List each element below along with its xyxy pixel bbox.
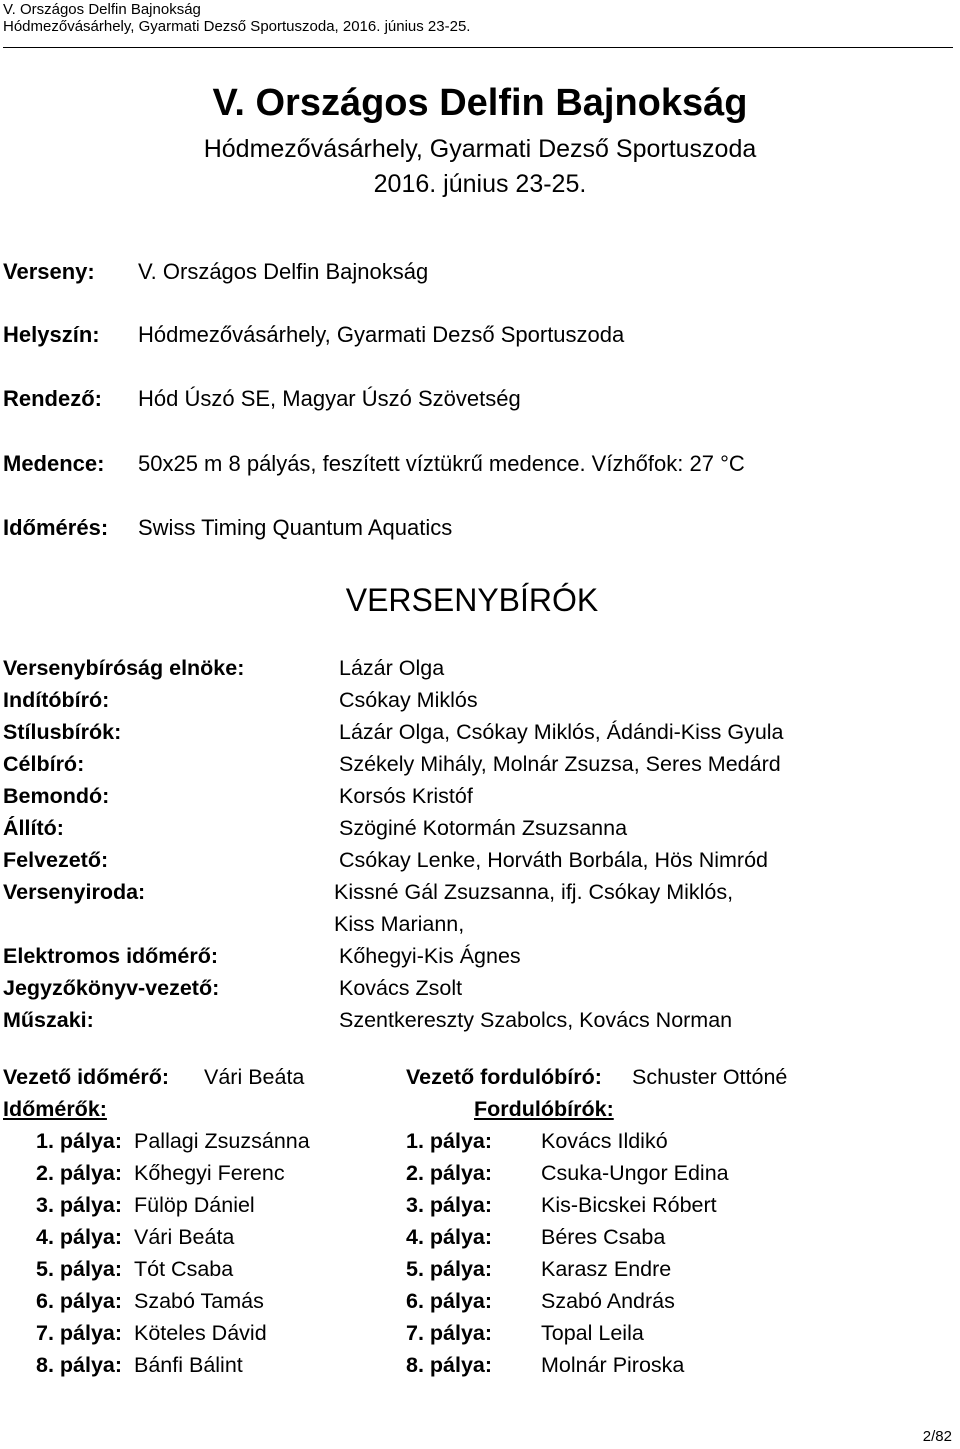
running-header-title: V. Országos Delfin Bajnokság	[3, 1, 201, 18]
timekeeper-name: Kőhegyi Ferenc	[134, 1161, 285, 1185]
turn-judge-lane: 7. pálya:	[406, 1321, 493, 1345]
info-label-timing: Időmérés:	[3, 515, 109, 540]
turn-judge-lane: 2. pálya:	[406, 1161, 493, 1185]
timekeeper-lane: 4. pálya:	[36, 1225, 123, 1249]
section-title-officials: VERSENYBÍRÓK	[345, 582, 599, 618]
lead-timekeeper-label: Vezető időmérő:	[3, 1065, 170, 1089]
official-value: Csókay Lenke, Horváth Borbála, Hös Nimród	[339, 848, 768, 872]
timekeeper-name: Pallagi Zsuzsánna	[134, 1129, 310, 1153]
official-label: Versenyiroda:	[3, 880, 146, 904]
timekeeper-lane: 8. pálya:	[36, 1353, 123, 1377]
official-label: Versenybíróság elnöke:	[3, 656, 245, 680]
lead-timekeeper-name: Vári Beáta	[204, 1065, 305, 1089]
official-value: Székely Mihály, Molnár Zsuzsa, Seres Medárd	[339, 752, 781, 776]
info-value-organizer: Hód Úszó SE, Magyar Úszó Szövetség	[138, 386, 521, 411]
turn-judge-lane: 4. pálya:	[406, 1225, 493, 1249]
turn-judge-lane: 8. pálya:	[406, 1353, 493, 1377]
lead-turn-judge-label: Vezető fordulóbíró:	[406, 1065, 602, 1089]
info-value-pool: 50x25 m 8 pályás, feszített víztükrű medence. Vízhőfok: 27 °C	[138, 451, 745, 476]
turn-judge-name: Kovács Ildikó	[541, 1129, 668, 1153]
timekeeper-name: Vári Beáta	[134, 1225, 235, 1249]
page-number: 2/82	[922, 1428, 952, 1445]
official-label: Jegyzőkönyv-vezető:	[3, 976, 220, 1000]
turn-judge-name: Csuka-Ungor Edina	[541, 1161, 729, 1185]
timekeeper-lane: 1. pálya:	[36, 1129, 123, 1153]
lead-turn-judge-name: Schuster Ottóné	[632, 1065, 788, 1089]
turn-judge-lane: 5. pálya:	[406, 1257, 493, 1281]
official-label: Indítóbíró:	[3, 688, 110, 712]
official-value: Lázár Olga	[339, 656, 445, 680]
timekeeper-name: Tót Csaba	[134, 1257, 234, 1281]
timekeeper-lane: 3. pálya:	[36, 1193, 123, 1217]
official-value: Csókay Miklós	[339, 688, 478, 712]
turn-judge-name: Béres Csaba	[541, 1225, 666, 1249]
info-value-competition: V. Országos Delfin Bajnokság	[138, 259, 429, 284]
timekeepers-heading: Időmérők:	[3, 1097, 107, 1121]
official-value: Szentkereszty Szabolcs, Kovács Norman	[339, 1008, 733, 1032]
info-label-venue: Helyszín:	[3, 322, 100, 347]
date-subtitle: 2016. június 23-25.	[373, 170, 587, 198]
timekeeper-lane: 2. pálya:	[36, 1161, 123, 1185]
official-value: Szöginé Kotormán Zsuzsanna	[339, 816, 628, 840]
official-label: Stílusbírók:	[3, 720, 122, 744]
turn-judge-name: Topal Leila	[541, 1321, 644, 1345]
official-label: Állító:	[3, 816, 64, 840]
timekeeper-lane: 6. pálya:	[36, 1289, 123, 1313]
running-header-subtitle: Hódmezővásárhely, Gyarmati Dezső Sportuszoda, 2016. június 23-25.	[3, 18, 471, 35]
official-label: Felvezető:	[3, 848, 109, 872]
official-value-continued: Kiss Mariann,	[334, 912, 465, 936]
turn-judge-name: Karasz Endre	[541, 1257, 672, 1281]
turn-judge-lane: 1. pálya:	[406, 1129, 493, 1153]
official-value: Lázár Olga, Csókay Miklós, Ádándi-Kiss Gyula	[339, 720, 784, 744]
official-label: Elektromos időmérő:	[3, 944, 219, 968]
official-value: Kovács Zsolt	[339, 976, 463, 1000]
timekeeper-lane: 7. pálya:	[36, 1321, 123, 1345]
timekeeper-lane: 5. pálya:	[36, 1257, 123, 1281]
official-label: Célbíró:	[3, 752, 85, 776]
turn-judge-name: Szabó András	[541, 1289, 675, 1313]
turn-judge-lane: 6. pálya:	[406, 1289, 493, 1313]
document-title: V. Országos Delfin Bajnokság	[212, 82, 748, 124]
official-label: Bemondó:	[3, 784, 110, 808]
timekeeper-name: Köteles Dávid	[134, 1321, 267, 1345]
timekeeper-name: Fülöp Dániel	[134, 1193, 255, 1217]
official-value: Kissné Gál Zsuzsanna, ifj. Csókay Miklós,	[334, 880, 734, 904]
turn-judge-name: Kis-Bicskei Róbert	[541, 1193, 717, 1217]
official-value: Korsós Kristóf	[339, 784, 473, 808]
header-divider	[3, 47, 953, 48]
turn-judge-name: Molnár Piroska	[541, 1353, 685, 1377]
official-value: Kőhegyi-Kis Ágnes	[339, 944, 521, 968]
info-label-competition: Verseny:	[3, 259, 95, 284]
info-value-venue: Hódmezővásárhely, Gyarmati Dezső Sportuszoda	[138, 322, 625, 347]
timekeeper-name: Szabó Tamás	[134, 1289, 264, 1313]
turn-judges-heading: Fordulóbírók:	[474, 1097, 614, 1121]
info-label-organizer: Rendező:	[3, 386, 102, 411]
info-value-timing: Swiss Timing Quantum Aquatics	[138, 515, 453, 540]
venue-subtitle: Hódmezővásárhely, Gyarmati Dezső Sportuszoda	[203, 135, 757, 163]
official-label: Műszaki:	[3, 1008, 94, 1032]
info-label-pool: Medence:	[3, 451, 105, 476]
turn-judge-lane: 3. pálya:	[406, 1193, 493, 1217]
timekeeper-name: Bánfi Bálint	[134, 1353, 243, 1377]
